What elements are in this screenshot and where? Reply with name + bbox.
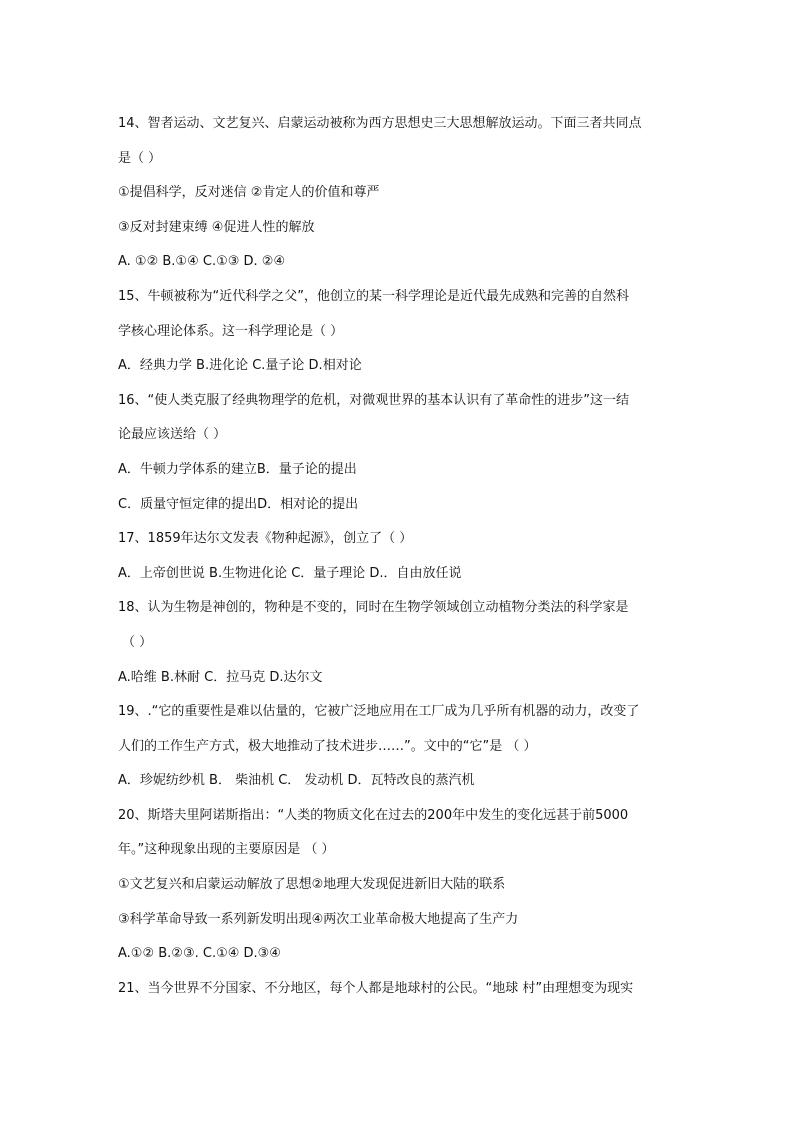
question-20-statement-2: ③科学革命导致一系列新发明出现④两次工业革命极大地提高了生产力 [118,911,519,927]
question-14-stem-line-1: 14、智者运动、文艺复兴、启蒙运动被称为西方思想史三大思想解放运动。下面三者共同点 [118,116,642,131]
question-17-stem-line-1: 17、1859年达尔文发表《物种起源》，创立了（ ） [118,531,413,547]
question-18-stem-line-1: 18、认为生物是神创的，物种是不变的，同时在生物学领域创立动植物分类法的科学家是 [118,600,629,616]
question-16-stem-line-1: 16、“使人类克服了经典物理学的危机，对微观世界的基本认识有了革命性的进步”这一结 [118,392,630,408]
question-14 [118,107,683,280]
question-19-stem-line-1: 19、.“它的重要性是难以估量的，它被广泛地应用在工厂成为几乎所有机器的动力，改变了 [118,704,640,720]
question-19-stem-line-2: 人们的工作生产方式，极大地推动了技术进步……”。文中的“它”是 （ ） [118,738,537,754]
question-18-options: A.哈维 B.林耐 C．拉马克 D.达尔文 [118,669,323,685]
question-16-stem-line-2: 论最应该送给（ ） [118,427,227,443]
question-14-statement-1: ①提倡科学，反对迷信 ②肯定人的价值和尊严 [118,185,380,201]
question-14-statement-2: ③反对封建束缚 ④促进人性的解放 [118,219,315,235]
question-list [118,107,683,1006]
question-21-stem-line-1: 21、当今世界不分国家、不分地区，每个人都是地球村的公民。“地球 村”由理想变为现实 [118,980,634,996]
question-20-statement-1: ①文艺复兴和启蒙运动解放了思想②地理大发现促进新旧大陆的联系 [118,877,506,893]
question-17-options: A．上帝创世说 B.生物进化论 C．量子理论 D.．自由放任说 [118,565,462,581]
question-14-options: A. ①② B.①④ C.①③ D. ②④ [118,254,286,270]
question-16 [118,384,683,522]
question-20-options: A.①② B.②③. C.①④ D.③④ [118,946,281,962]
question-16-options-ab: A．牛顿力学体系的建立B．量子论的提出 [118,461,357,477]
question-15-stem-line-2: 学核心理论体系。这一科学理论是（ ） [118,323,344,339]
question-20 [118,799,683,972]
question-17 [118,522,683,591]
question-18-stem-line-2: （ ） [122,634,153,650]
question-14-stem-line-2: 是（ ） [118,150,162,166]
question-15-stem-line-1: 15、牛顿被称为“近代科学之父”，他创立的某一科学理论是近代最先成熟和完善的自然科 [118,288,630,304]
question-15 [118,280,683,384]
question-20-stem-line-1: 20、斯塔夫里阿诺斯指出：“人类的物质文化在过去的200年中发生的变化远甚于前5000 [118,807,629,823]
question-19-options: A．珍妮纺纱机 B． 柴油机 C． 发动机 D．瓦特改良的蒸汽机 [118,773,475,789]
question-18 [118,591,683,695]
question-19 [118,695,683,799]
question-16-options-cd: C．质量守恒定律的提出D．相对论的提出 [118,496,359,512]
question-20-stem-line-2: 年。”这种现象出现的主要原因是 （ ） [118,842,335,858]
question-15-options: A．经典力学 B.进化论 C.量子论 D.相对论 [118,358,362,374]
question-21 [118,972,683,1007]
